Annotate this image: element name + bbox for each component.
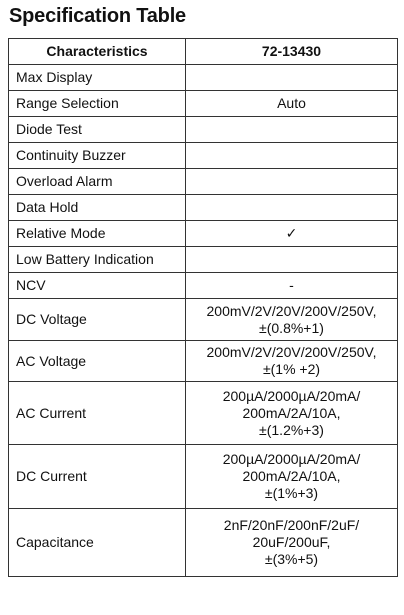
- checkmark-icon: ✓: [186, 221, 398, 247]
- table-row: [9, 195, 398, 221]
- table-row: [9, 169, 398, 195]
- table-row: [9, 341, 398, 382]
- row-value: 200mV/2V/20V/200V/250V, ±(1% +2): [186, 341, 398, 382]
- row-label: DC Current: [9, 445, 186, 509]
- row-label: AC Current: [9, 382, 186, 445]
- row-label: Data Hold: [9, 195, 186, 221]
- table-row: [9, 445, 398, 509]
- row-value: 200µA/2000µA/20mA/ 200mA/2A/10A, ±(1.2%+3): [186, 382, 398, 445]
- row-label: Range Selection: [9, 91, 186, 117]
- row-label: Capacitance: [9, 509, 186, 577]
- table-row: [9, 221, 398, 247]
- row-value: [186, 247, 398, 273]
- row-label: AC Voltage: [9, 341, 186, 382]
- row-value: [186, 169, 398, 195]
- column-header-model: 72-13430: [186, 39, 398, 65]
- row-label: DC Voltage: [9, 299, 186, 341]
- table-row: [9, 299, 398, 341]
- page-title: Specification Table: [9, 5, 186, 27]
- table-header-row: [9, 39, 398, 65]
- table-row: [9, 91, 398, 117]
- row-label: Overload Alarm: [9, 169, 186, 195]
- row-value: Auto: [186, 91, 398, 117]
- table-row: [9, 247, 398, 273]
- row-label: Continuity Buzzer: [9, 143, 186, 169]
- row-label: Diode Test: [9, 117, 186, 143]
- row-value: [186, 117, 398, 143]
- table-row: [9, 509, 398, 577]
- table-row: [9, 273, 398, 299]
- table-row: [9, 117, 398, 143]
- table-row: [9, 382, 398, 445]
- row-value: [186, 195, 398, 221]
- row-label: Max Display: [9, 65, 186, 91]
- row-label: Relative Mode: [9, 221, 186, 247]
- table-row: [9, 143, 398, 169]
- row-value: [186, 143, 398, 169]
- row-value: [186, 65, 398, 91]
- table-row: [9, 65, 398, 91]
- row-value: -: [186, 273, 398, 299]
- column-header-characteristics: Characteristics: [9, 39, 186, 65]
- row-value: 2nF/20nF/200nF/2uF/ 20uF/200uF, ±(3%+5): [186, 509, 398, 577]
- row-value: 200µA/2000µA/20mA/ 200mA/2A/10A, ±(1%+3): [186, 445, 398, 509]
- row-label: Low Battery Indication: [9, 247, 186, 273]
- row-value: 200mV/2V/20V/200V/250V, ±(0.8%+1): [186, 299, 398, 341]
- specification-table: [8, 38, 398, 577]
- row-label: NCV: [9, 273, 186, 299]
